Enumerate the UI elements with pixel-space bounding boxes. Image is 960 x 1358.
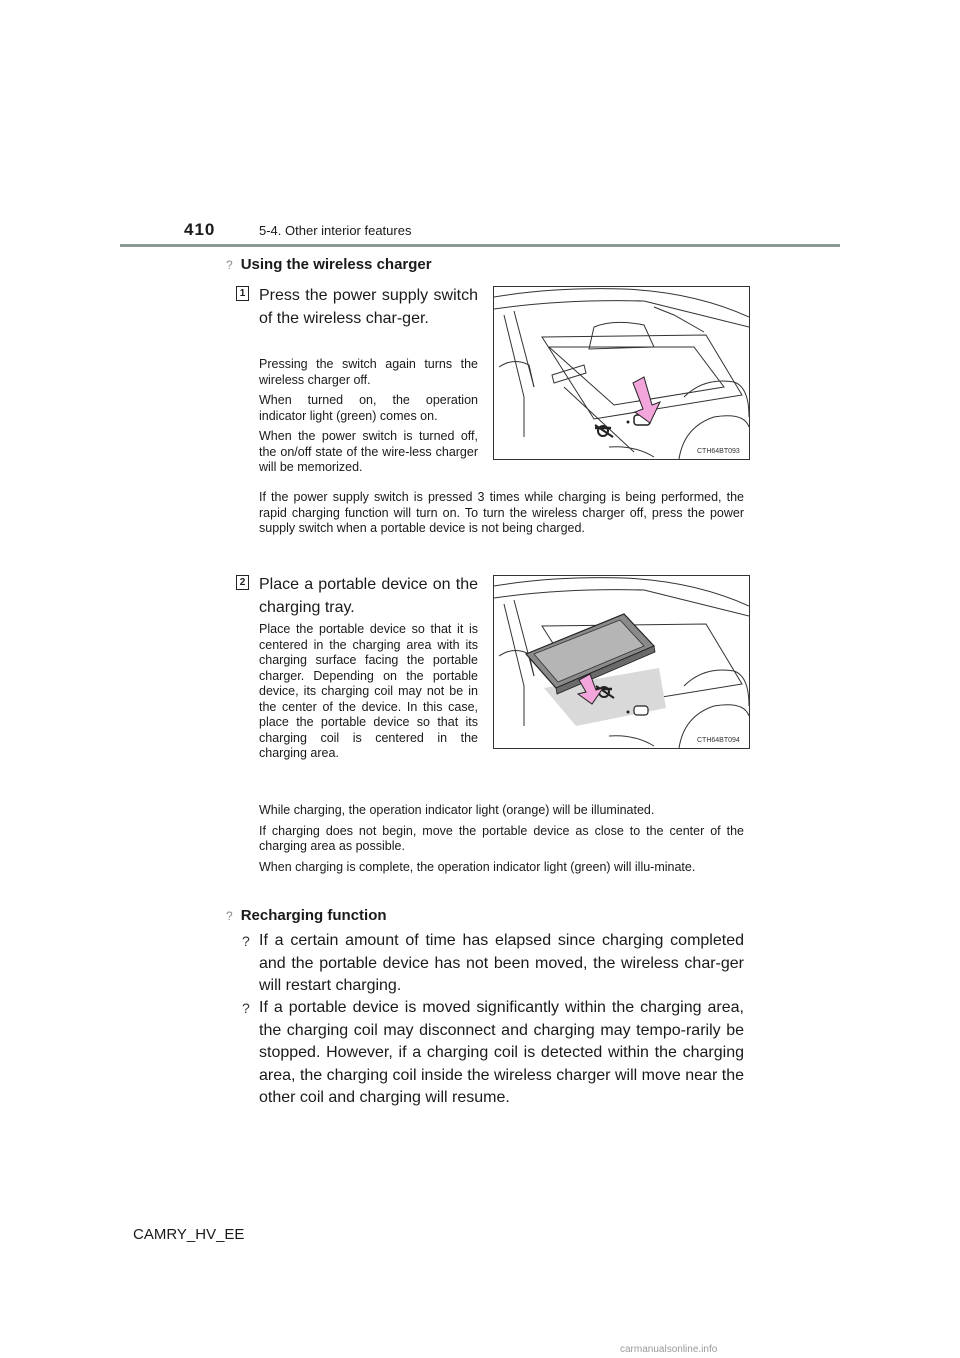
step-2-wide-note: If charging does not begin, move the portable device as close to the center of the charging area as possible. [259, 823, 744, 853]
page-number: 410 [184, 220, 216, 239]
watermark: carmanualsonline.info [620, 1344, 718, 1355]
footer-code: CAMRY_HV_EE [133, 1226, 245, 1243]
step-1-note: Pressing the switch again turns the wireless charger off. [259, 357, 478, 387]
figure-code: CTH64BT093 [697, 448, 740, 455]
illustration-device-on-tray [494, 576, 749, 748]
step-1-wide-note: If the power supply switch is pressed 3 times while charging is being performed, the rapid charging function will turn on. To turn the wireless charger off, press the power supply switch when a portable device is not being charged. [259, 490, 744, 535]
bullet-marker: ? [242, 933, 250, 949]
using-heading-text: Using the wireless charger [240, 256, 432, 273]
illustration-charger-tray [494, 287, 749, 459]
step-1-note: When turned on, the operation indicator light (green) comes on. [259, 393, 478, 423]
step-1-note: When the power switch is turned off, the on/off state of the wire-less charger will be memorized. [259, 429, 478, 474]
using-heading [226, 256, 432, 273]
indicator-light [627, 421, 630, 424]
step-2-badge: 2 [236, 575, 249, 590]
recharging-bullet [242, 930, 744, 998]
recharging-bullet [242, 997, 744, 1110]
step-1-notes [259, 357, 478, 481]
step-2-note: Place the portable device so that it is centered in the charging area with its charging surface facing the portable charger. Depending on the portable device, its charging coil may not be in the center of the device. In this case, place the portable device so that its charging coil is centered in the charging area. [259, 622, 478, 760]
step-2-wide-note: When charging is complete, the operation indicator light (green) will illu-minate. [259, 859, 696, 874]
step-2-wide-note: While charging, the operation indicator light (orange) will be illuminated. [259, 803, 655, 817]
bullet-marker: ? [242, 1000, 250, 1016]
step-2-title: Place a portable device on the charging tray. [259, 576, 478, 616]
figure-power-switch [493, 286, 750, 460]
power-switch [634, 706, 648, 715]
recharging-heading-text: Recharging function [240, 907, 387, 924]
heading-marker: ? [226, 909, 233, 923]
step-2-wide-notes [259, 803, 744, 880]
recharging-bullet-text: If a portable device is moved significantly within the charging area, the charging coil may disconnect and charging may tempo-rarily be stopped. However, if a charging coil is detected within the charging area, the charging coil inside the wireless charger will move near the other coil and charging will resume. [259, 999, 744, 1106]
indicator-light [627, 711, 630, 714]
section-title: 5-4. Other interior features [259, 223, 412, 238]
wireless-charging-icon [595, 425, 613, 437]
recharging-heading [226, 907, 387, 924]
step-1-badge: 1 [236, 286, 249, 301]
recharging-bullet-text: If a certain amount of time has elapsed since charging completed and the portable device has not been moved, the wireless char-ger will restart charging. [259, 932, 744, 994]
header-rule [120, 244, 840, 247]
figure-code: CTH64BT094 [697, 737, 740, 744]
heading-marker: ? [226, 258, 233, 272]
step-1-title: Press the power supply switch of the wireless char-ger. [259, 287, 478, 327]
figure-place-device [493, 575, 750, 749]
